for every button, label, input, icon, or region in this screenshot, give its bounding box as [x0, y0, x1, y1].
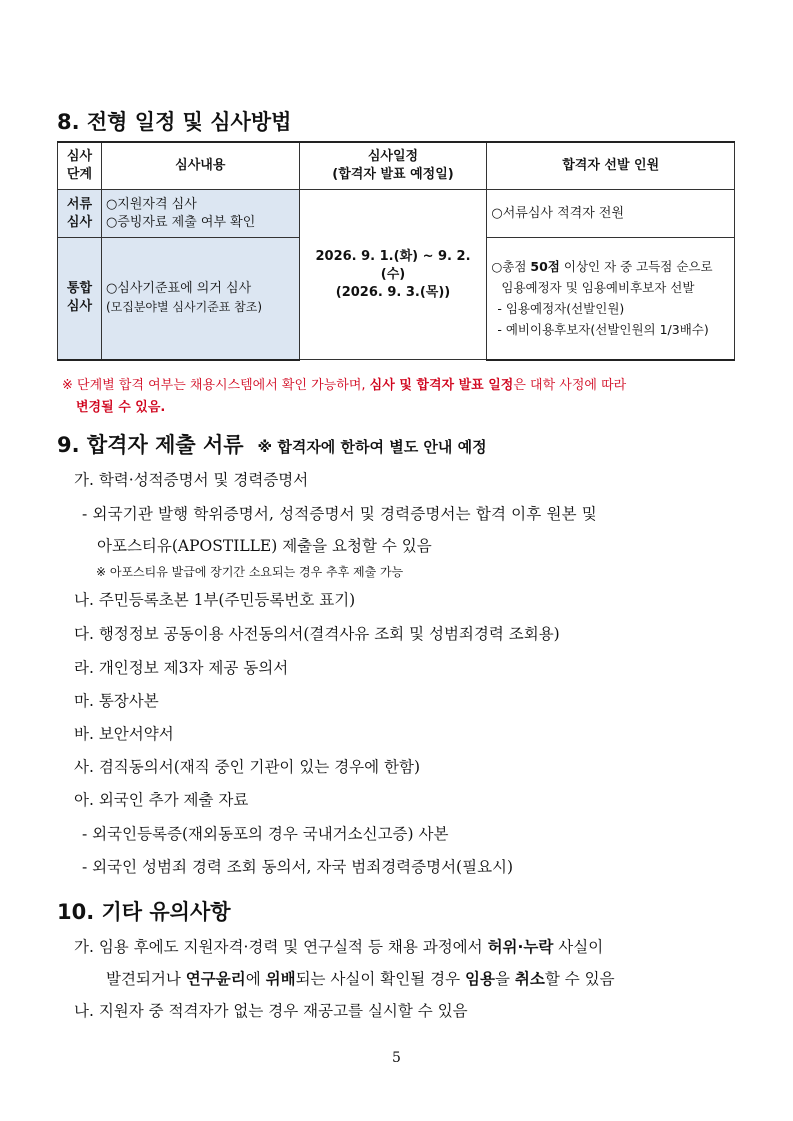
header-selection: 합격자 선발 인원	[487, 142, 735, 190]
list-item	[106, 967, 615, 989]
list-item: 사. 겸직동의서(재직 중인 기관이 있는 경우에 한함)	[74, 758, 421, 776]
schedule-table	[57, 141, 735, 361]
content-line2: ○증빙자료 제출 여부 확인	[105, 214, 256, 230]
stage-line2: 심사	[66, 214, 93, 230]
list-item: - 외국기관 발행 학위증명서, 성적증명서 및 경력증명서는 합격 이후 원본 및	[82, 505, 597, 523]
header-schedule-line1: 심사일정	[367, 149, 419, 164]
list-item: 가. 학력·성적증명서 및 경력증명서	[74, 471, 309, 489]
item-ga-text: 가. 임용 후에도 지원자격·경력 및 연구실적 등 채용 과정에서	[74, 938, 488, 956]
selection-line1: ○서류심사 적격자 전원	[491, 205, 625, 221]
list-item: - 외국인등록증(재외동포의 경우 국내거소신고증) 사본	[82, 825, 449, 843]
header-stage	[58, 142, 102, 190]
selection-line4: - 예비이용후보자(선발인원의 1/3배수)	[497, 322, 709, 338]
row-stage-integrated	[58, 238, 102, 360]
text-i: 할 수 있음	[544, 970, 615, 988]
note-part1: ※ 단계별 합격 여부는 채용시스템에서 확인 가능하며,	[62, 378, 370, 393]
list-item: 나. 주민등록초본 1부(주민등록번호 표기)	[74, 591, 356, 609]
content-line1: ○심사기준표에 의거 심사	[105, 281, 252, 297]
header-schedule-line2: (합격자 발표 예정일)	[332, 167, 454, 182]
schedule-note	[62, 375, 737, 419]
list-note: ※ 아포스티유 발급에 장기간 소요되는 경우 추후 제출 가능	[96, 565, 404, 579]
selection-line1	[491, 256, 730, 277]
bold-appointment: 임용	[465, 970, 495, 988]
note-bold1: 심사 및 합격자 발표 일정	[369, 378, 514, 393]
section-10-title: 10. 기타 유의사항	[57, 900, 231, 924]
row-selection-integrated	[487, 238, 735, 360]
schedule-date1: 2026. 9. 1.(화) ~ 9. 2.(수)	[315, 248, 471, 282]
stage-line1: 서류	[66, 196, 93, 212]
list-item: 바. 보안서약서	[74, 725, 174, 743]
header-schedule	[299, 142, 487, 190]
list-item: 아포스티유(APOSTILLE) 제출을 요청할 수 있음	[97, 537, 432, 555]
row-content-document	[101, 190, 299, 238]
item-ga-end: 사실이	[553, 938, 604, 956]
list-item: 라. 개인정보 제3자 제공 동의서	[74, 659, 289, 677]
list-item	[74, 935, 603, 957]
row-selection-document	[487, 190, 735, 238]
schedule-dates	[299, 190, 487, 360]
selection-line1-post: 이상인 자 중 고득점 순으로	[559, 259, 713, 275]
text-a: 발견되거나	[106, 970, 186, 988]
list-item: - 외국인 성범죄 경력 조회 동의서, 자국 범죄경력증명서(필요시)	[82, 858, 514, 876]
text-g: 을	[494, 970, 515, 988]
header-content: 심사내용	[101, 142, 299, 190]
list-item: 나. 지원자 중 적격자가 없는 경우 재공고를 실시할 수 있음	[74, 1002, 468, 1020]
bold-cancel: 취소	[514, 970, 545, 988]
table-header-row	[58, 142, 735, 190]
header-stage-line2: 단계	[66, 167, 93, 182]
note-part2: 은 대학 사정에 따라	[513, 378, 627, 393]
list-item: 아. 외국인 추가 제출 자료	[74, 791, 249, 809]
section-8-title: 8. 전형 일정 및 심사방법	[57, 110, 292, 134]
bold-research-ethics: 연구윤리	[185, 970, 246, 988]
stage-line1: 통합	[66, 281, 93, 297]
header-stage-line1: 심사	[66, 149, 93, 164]
selection-line1-bold: 50점	[530, 259, 560, 275]
content-line1: ○지원자격 심사	[105, 196, 197, 212]
table-row	[58, 190, 735, 238]
item-ga-bold: 허위·누락	[487, 938, 554, 956]
schedule-date2: (2026. 9. 3.(목))	[335, 284, 451, 300]
selection-line2: 임용예정자 및 임용예비후보자 선발	[501, 280, 695, 296]
row-stage-document	[58, 190, 102, 238]
section-9-title	[57, 429, 487, 459]
page-number: 5	[392, 1050, 401, 1066]
note-bold2: 변경될 수 있음.	[76, 400, 166, 415]
text-e: 되는 사실이 확인될 경우	[295, 970, 466, 988]
bold-violation: 위배	[265, 970, 296, 988]
list-item: 다. 행정정보 공동이용 사전동의서(결격사유 조회 및 성범죄경력 조회용)	[74, 625, 560, 643]
selection-line1-pre: ○총점	[491, 259, 531, 275]
stage-line2: 심사	[66, 299, 93, 315]
text-c: 에	[245, 970, 266, 988]
content-line2: (모집분야별 심사기준표 참조)	[105, 300, 263, 315]
row-content-integrated	[101, 238, 299, 360]
selection-line3: - 임용예정자(선발인원)	[497, 301, 625, 317]
list-item: 마. 통장사본	[74, 692, 159, 710]
section-9-aside: ※ 합격자에 한하여 별도 안내 예정	[257, 438, 487, 456]
section-9-title-text: 9. 합격자 제출 서류	[57, 433, 244, 457]
